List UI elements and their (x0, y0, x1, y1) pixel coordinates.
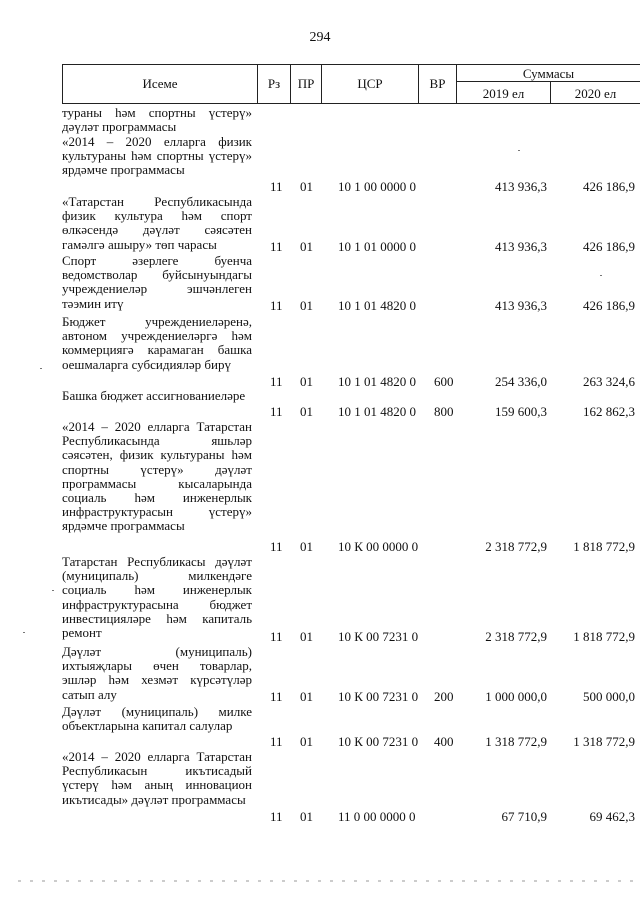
row-vr: 200 (434, 689, 454, 704)
row-rz: 11 (270, 179, 283, 194)
row-name: Бюджет учреждениеләренә, автоном учреждениеләргә һәм коммерциягә карамаган башка оешмаларга субсидияләр бирү (62, 314, 252, 372)
scan-artifact-line (0, 878, 640, 884)
row-sum-2020: 263 324,6 (583, 374, 635, 389)
header-vr: ВР (429, 76, 446, 91)
row-name: Дәүләт (муниципаль) ихтыяҗлары өчен товарлар, эшләр һәм хезмәт күрсәтүләр сатып алу (62, 644, 252, 702)
row-csr: 10 К 00 7231 0 (338, 734, 419, 749)
row-sum-2019: 254 336,0 (495, 374, 547, 389)
row-rz: 11 (270, 734, 283, 749)
row-name: «2014 – 2020 елларга Татарстан Республикасында яшьләр сәясәтен, физик культураны һәм спортны үстерү» дәүләт программасы кысаларында социаль һәм инженерлык инфраструктурасын үстерү» ярдәмче программасы (62, 419, 252, 534)
row-vr: 600 (434, 374, 454, 389)
row-name: Татарстан Республикасы дәүләт (муниципаль) милкендәге социаль һәм инженерлык инфраструктурасына бюджет инвестицияләре һәм капиталь ремонт (62, 554, 252, 641)
row-pr: 01 (300, 239, 313, 254)
row-pr: 01 (300, 298, 313, 313)
row-pr: 01 (300, 734, 313, 749)
row-pr: 01 (300, 629, 313, 644)
row-pr: 01 (300, 539, 313, 554)
header-rz: Рз (267, 76, 281, 91)
header-2020: 2020 ел (574, 86, 617, 101)
row-rz: 11 (270, 539, 283, 554)
row-rz: 11 (270, 689, 283, 704)
row-name: Дәүләт (муниципаль) милке объектларына капитал салулар (62, 704, 252, 734)
row-csr: 10 1 01 4820 0 (338, 298, 416, 313)
row-name: тураны һәм спортны үстерү» дәүләт программасы (62, 105, 252, 135)
row-csr: 10 1 00 0000 0 (338, 179, 416, 194)
row-sum-2019: 413 936,3 (495, 298, 547, 313)
row-pr: 01 (300, 374, 313, 389)
row-sum-2020: 162 862,3 (583, 404, 635, 419)
header-pr: ПР (297, 76, 315, 91)
row-sum-2019: 1 318 772,9 (485, 734, 547, 749)
header-name: Исеме (142, 76, 178, 91)
row-rz: 11 (270, 298, 283, 313)
row-rz: 11 (270, 629, 283, 644)
row-sum-2019: 413 936,3 (495, 239, 547, 254)
row-pr: 01 (300, 689, 313, 704)
row-sum-2020: 426 186,9 (583, 179, 635, 194)
row-csr: 10 К 00 0000 0 (338, 539, 419, 554)
row-sum-2019: 1 000 000,0 (485, 689, 547, 704)
row-csr: 10 К 00 7231 0 (338, 689, 419, 704)
row-sum-2020: 1 318 772,9 (573, 734, 635, 749)
row-csr: 11 0 00 0000 0 (338, 809, 416, 824)
row-csr: 10 1 01 0000 0 (338, 239, 416, 254)
row-pr: 01 (300, 404, 313, 419)
row-rz: 11 (270, 239, 283, 254)
row-sum-2019: 159 600,3 (495, 404, 547, 419)
table-header (62, 64, 640, 104)
row-name: «2014 – 2020 елларга Татарстан Республикасын икътисадый үстерү һәм аның инновацион икътисады» дәүләт программасы (62, 749, 252, 807)
header-2019: 2019 ел (482, 86, 525, 101)
row-sum-2020: 500 000,0 (583, 689, 635, 704)
row-csr: 10 1 01 4820 0 (338, 374, 416, 389)
row-sum-2020: 426 186,9 (583, 239, 635, 254)
row-pr: 01 (300, 179, 313, 194)
row-pr: 01 (300, 809, 313, 824)
row-vr: 400 (434, 734, 454, 749)
row-name: «Татарстан Республикасында физик культура һәм спорт өлкәсендә дәүләт сәясәтен гамәлгә ашыру» төп чарасы (62, 194, 252, 252)
row-name: «2014 – 2020 елларга физик культураны һәм спортны үстерү» ярдәмче программасы (62, 134, 252, 178)
row-sum-2020: 1 818 772,9 (573, 539, 635, 554)
row-vr: 800 (434, 404, 454, 419)
row-rz: 11 (270, 404, 283, 419)
row-rz: 11 (270, 374, 283, 389)
page-number: 294 (309, 30, 331, 45)
row-csr: 10 К 00 7231 0 (338, 629, 419, 644)
row-sum-2020: 426 186,9 (583, 298, 635, 313)
row-sum-2019: 2 318 772,9 (485, 629, 547, 644)
row-name: Башка бюджет ассигнованиеләре (62, 388, 246, 403)
row-sum-2020: 1 818 772,9 (573, 629, 635, 644)
header-csr: ЦСР (357, 76, 383, 91)
row-csr: 10 1 01 4820 0 (338, 404, 416, 419)
row-sum-2020: 69 462,3 (589, 809, 635, 824)
row-sum-2019: 67 710,9 (501, 809, 547, 824)
row-sum-2019: 2 318 772,9 (485, 539, 547, 554)
row-sum-2019: 413 936,3 (495, 179, 547, 194)
header-sums: Суммасы (522, 66, 575, 81)
row-rz: 11 (270, 809, 283, 824)
row-name: Спорт әзерлеге буенча ведомстволар буйсынуындагы учреждениеләр эшчәнлеген тәэмин итү (62, 253, 252, 311)
